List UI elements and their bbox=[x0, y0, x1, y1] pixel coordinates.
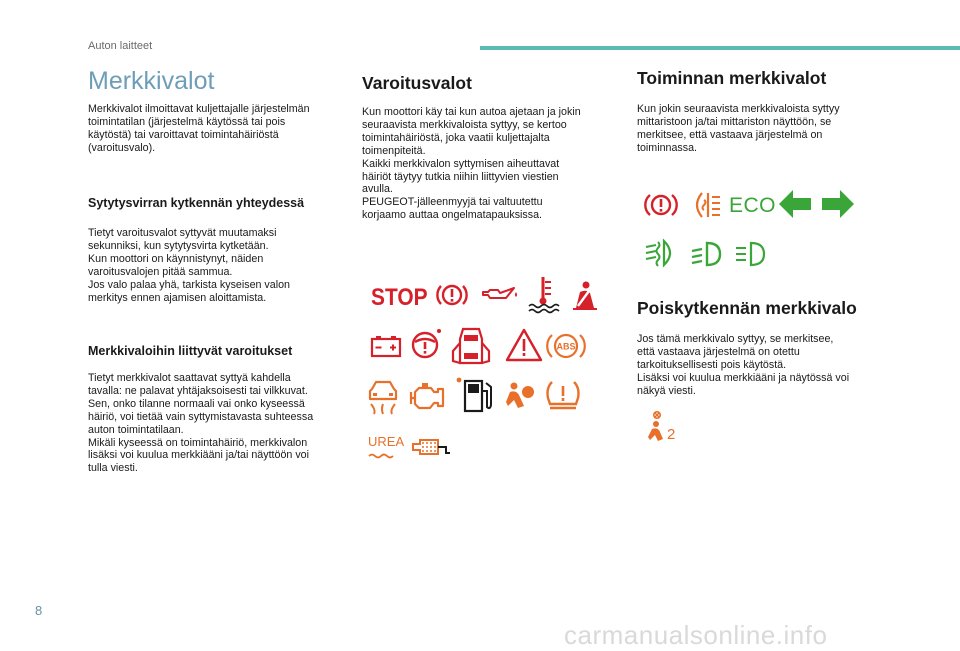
low-fuel-icon bbox=[455, 375, 497, 415]
abs-label: ABS bbox=[556, 341, 576, 352]
steering-fault-icon bbox=[409, 328, 441, 362]
warning-lights-text: Kun moottori käy tai kun autoa ajetaan ja jokin seuraavista merkkivaloista syttyy, se kertoo toimintahäiriöstä, joka vaatii kuljettajalta toimenpiteitä. Kaikki merkkivalon syttymisen aiheuttavat häiriöt täytyy tutkia niihin liittyvien viestien avulla. PEUGEOT-jälleenmyyjä tai valtuutettu korjaamo auttaa ongelmatapauksissa. bbox=[362, 106, 581, 222]
indicator-lights-text: Kun jokin seuraavista merkkivaloista syttyy mittaristoon ja/tai mittariston näyttöön, se merkitsee, että vastaava järjestelmä on toiminnassa. bbox=[637, 103, 840, 154]
ignition-heading: Sytytysvirran kytkennän yhteydessä bbox=[88, 196, 305, 210]
battery-icon bbox=[370, 333, 402, 359]
general-warning-icon bbox=[505, 327, 543, 363]
page-title: Merkkivalot bbox=[88, 67, 215, 95]
low-beam-icon bbox=[689, 240, 721, 268]
warnings-text: Tietyt merkkivalot saattavat syttyä kahdella tavalla: ne palavat yhtäjaksoisesti tai vilkkuvat. Sen, onko tilanne normaali vai onko kyseessä häiriö, voi tietää vain syttymistavasta suhteessa auton toimintatilaan. Mikäli kyseessä on toimintahäiriö, merkkivalon lisäksi voi kuulua merkkiääni ja/tai näyttöön voi tulla viesti. bbox=[88, 372, 314, 475]
stop-label: STOP bbox=[371, 283, 428, 311]
abs-icon bbox=[546, 330, 586, 362]
oil-pressure-icon bbox=[480, 284, 520, 306]
sidelights-icon bbox=[733, 240, 765, 268]
parking-brake-icon bbox=[644, 190, 678, 220]
page-number: 8 bbox=[35, 603, 43, 618]
left-indicator-icon bbox=[777, 187, 813, 221]
watermark: carmanualsonline.info bbox=[564, 620, 828, 650]
engine-fault-icon bbox=[407, 380, 447, 414]
section-label: Auton laitteet bbox=[88, 40, 153, 52]
right-indicator-icon bbox=[820, 187, 856, 221]
seatbelt-icon bbox=[570, 280, 600, 312]
front-fog-light-icon bbox=[644, 238, 676, 268]
esp-skid-icon bbox=[366, 379, 400, 415]
header-accent-bar bbox=[480, 46, 960, 50]
deactivation-text: Jos tämä merkkivalo syttyy, se merkitsee, että vastaava järjestelmä on otettu tarkoituksellisesti pois käytöstä. Lisäksi voi kuulua merkkiääni ja näytössä voi näkyä viesti. bbox=[637, 333, 850, 397]
deactivation-heading: Poiskytkennän merkkivalo bbox=[637, 298, 857, 318]
stop-icon bbox=[371, 283, 428, 311]
eco-label: ECO bbox=[729, 194, 777, 217]
eco-icon bbox=[729, 193, 777, 217]
passenger-airbag-number: 2 bbox=[667, 426, 676, 443]
urea-icon bbox=[368, 434, 404, 462]
airbag-fault-icon bbox=[504, 380, 536, 412]
tyre-pressure-icon bbox=[544, 378, 582, 412]
ignition-text: Tietyt varoitusvalot syttyvät muutamaksi sekunniksi, kun sytytysvirta kytketään. Kun moottori on käynnistynyt, näiden varoitusvalojen pitää sammua. Jos valo palaa yhä, tarkista kyseisen valon merkitys ennen ajamisen aloittamista. bbox=[88, 227, 290, 304]
door-open-icon bbox=[451, 325, 491, 369]
urea-label: UREA bbox=[368, 434, 405, 449]
warnings-heading: Merkkivaloihin liittyvät varoitukset bbox=[88, 344, 293, 358]
brake-warning-icon bbox=[436, 281, 468, 309]
indicator-lights-heading: Toiminnan merkkivalot bbox=[637, 68, 827, 88]
passenger-airbag-off-icon bbox=[647, 411, 679, 443]
rear-fog-light-icon bbox=[690, 190, 722, 220]
particle-filter-icon bbox=[410, 434, 452, 460]
coolant-temperature-icon bbox=[527, 275, 559, 313]
warning-lights-heading: Varoitusvalot bbox=[362, 73, 472, 93]
intro-text: Merkkivalot ilmoittavat kuljettajalle järjestelmän toimintatilan (järjestelmä käytössä tai pois käytöstä) tai varoittavat toimintahäiriöstä (varoitusvalo). bbox=[88, 103, 310, 154]
